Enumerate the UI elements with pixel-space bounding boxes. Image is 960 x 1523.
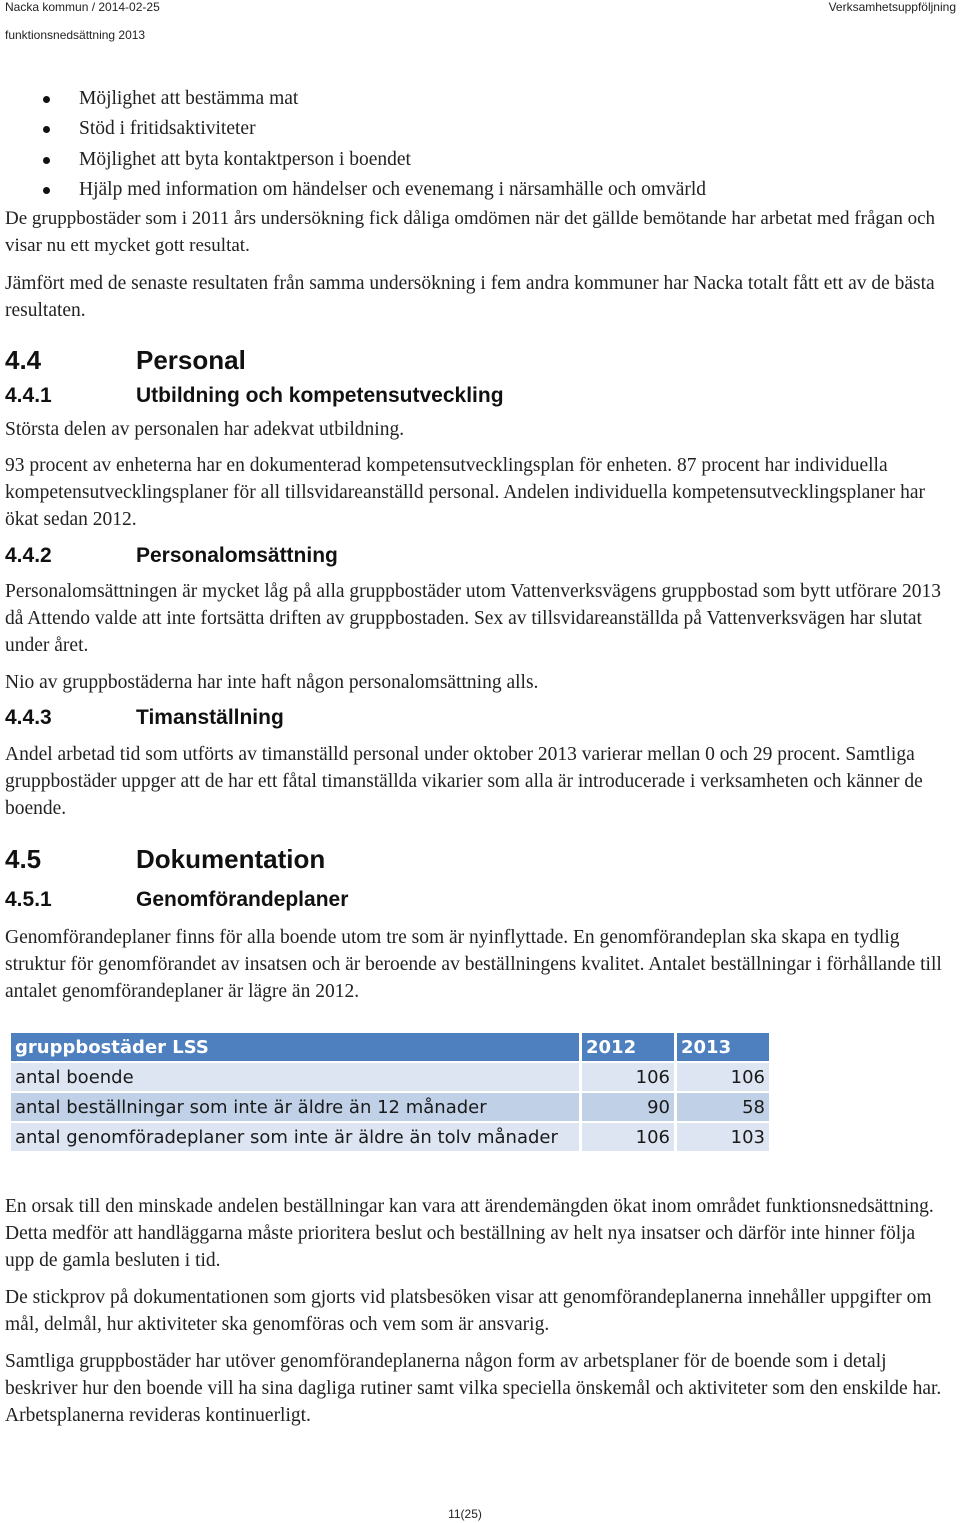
table-row xyxy=(11,1123,769,1151)
table-cell: antal beställningar som inte är äldre än 12 månader xyxy=(11,1093,579,1121)
section-number: 4.4.2 xyxy=(5,544,52,568)
section-title: Dokumentation xyxy=(136,844,326,875)
table-cell: 106 xyxy=(677,1063,769,1091)
section-heading xyxy=(5,843,945,875)
paragraph: Personalomsättningen är mycket låg på alla gruppbostäder utom Vattenverksvägens gruppbostad som bytt utförare 2013 då Attendo valde att inte fortsätta driften av gruppbostaden. Sex av tillsvidareanställda på Vattenverksvägen har slutat under året. xyxy=(5,581,941,657)
section-number: 4.4 xyxy=(5,345,42,376)
table-cell: antal genomföradeplaner som inte är äldre än tolv månader xyxy=(11,1123,579,1151)
table-cell: 90 xyxy=(582,1093,674,1121)
table-header-cell: gruppbostäder LSS xyxy=(11,1033,579,1061)
table-cell: 58 xyxy=(677,1093,769,1121)
paragraph: Jämfört med de senaste resultaten från samma undersökning i fem andra kommuner har Nacka totalt fått ett av de bästa resultaten. xyxy=(5,273,935,322)
table-cell: 106 xyxy=(582,1123,674,1151)
table-header-cell: 2013 xyxy=(677,1033,769,1061)
list-item: Möjlighet att byta kontaktperson i boendet xyxy=(5,145,945,175)
data-table xyxy=(8,1031,772,1153)
table-row xyxy=(11,1063,769,1091)
table-cell: 103 xyxy=(677,1123,769,1151)
section-title: Genomförandeplaner xyxy=(136,888,349,912)
header-subtitle: funktionsnedsättning 2013 xyxy=(5,28,146,42)
header-left: Nacka kommun / 2014-02-25 xyxy=(5,0,160,14)
table-cell: 106 xyxy=(582,1063,674,1091)
paragraph: En orsak till den minskade andelen beställningar kan vara att ärendemängden ökat inom området funktionsnedsättning. Detta medför att handläggarna måste prioritera beslut och beställning av helt nya insatser och därför inte hinner följa upp de gamla besluten i tid. xyxy=(5,1196,934,1272)
header-right: Verksamhetsuppföljning xyxy=(828,0,956,14)
section-number: 4.4.3 xyxy=(5,706,52,730)
section-title: Timanställning xyxy=(136,706,284,730)
paragraph: De gruppbostäder som i 2011 års undersökning fick dåliga omdömen när det gällde bemötande har arbetat med frågan och visar nu ett mycket gott resultat. xyxy=(5,208,935,257)
table-row xyxy=(11,1093,769,1121)
page-number: 11(25) xyxy=(448,1507,482,1521)
list-item: Stöd i fritidsaktiviteter xyxy=(5,114,945,144)
section-number: 4.5.1 xyxy=(5,888,52,912)
paragraph: 93 procent av enheterna har en dokumenterad kompetensutvecklingsplan för enheten. 87 procent har individuella kompetensutvecklingsplaner för all tillsvidareanställd personal. Andelen individuella kompetensutvecklingsplaner har ökat sedan 2012. xyxy=(5,455,926,531)
document-body xyxy=(5,84,945,1429)
subsection-heading xyxy=(5,704,945,732)
list-item: Möjlighet att bestämma mat xyxy=(5,84,945,114)
section-title: Personal xyxy=(136,345,246,376)
section-number: 4.5 xyxy=(5,844,42,875)
subsection-heading xyxy=(5,886,945,914)
paragraph: De stickprov på dokumentationen som gjorts vid platsbesöken visar att genomförandeplanerna innehåller uppgifter om mål, delmål, hur aktiviteter ska genomföras och vem som är ansvarig. xyxy=(5,1287,932,1336)
bullet-list xyxy=(5,84,945,205)
section-title: Personalomsättning xyxy=(136,544,338,568)
paragraph: Största delen av personalen har adekvat utbildning. xyxy=(5,419,405,441)
paragraph: Nio av gruppbostäderna har inte haft någon personalomsättning alls. xyxy=(5,672,539,694)
list-item: Hjälp med information om händelser och evenemang i närsamhälle och omvärld xyxy=(5,175,945,205)
table-cell: antal boende xyxy=(11,1063,579,1091)
section-title: Utbildning och kompetensutveckling xyxy=(136,384,504,408)
table-header-row xyxy=(11,1033,769,1061)
paragraph: Andel arbetad tid som utförts av timanställd personal under oktober 2013 varierar mellan 0 och 29 procent. Samtliga gruppbostäder uppger att de har ett fåtal timanställda vikarier som alla är introducerade i verksamheten och känner de boende. xyxy=(5,744,923,820)
paragraph: Genomförandeplaner finns för alla boende utom tre som är nyinflyttade. En genomförandeplan ska skapa en tydlig struktur för genomförandet av insatsen och är beroende av beställningens kvalitet. Antalet beställningar i förhållande till antalet genomförandeplaner är lägre än 2012. xyxy=(5,927,942,1003)
paragraph: Samtliga gruppbostäder har utöver genomförandeplanerna någon form av arbetsplaner för de boende som i detalj beskriver hur den boende vill ha sina dagliga rutiner samt vilka speciella önskemål och aktiviteter som den enskilde har. Arbetsplanerna revideras kontinuerligt. xyxy=(5,1351,942,1427)
subsection-heading xyxy=(5,382,945,410)
subsection-heading xyxy=(5,542,945,570)
section-number: 4.4.1 xyxy=(5,384,52,408)
section-heading xyxy=(5,344,945,376)
table-header-cell: 2012 xyxy=(582,1033,674,1061)
